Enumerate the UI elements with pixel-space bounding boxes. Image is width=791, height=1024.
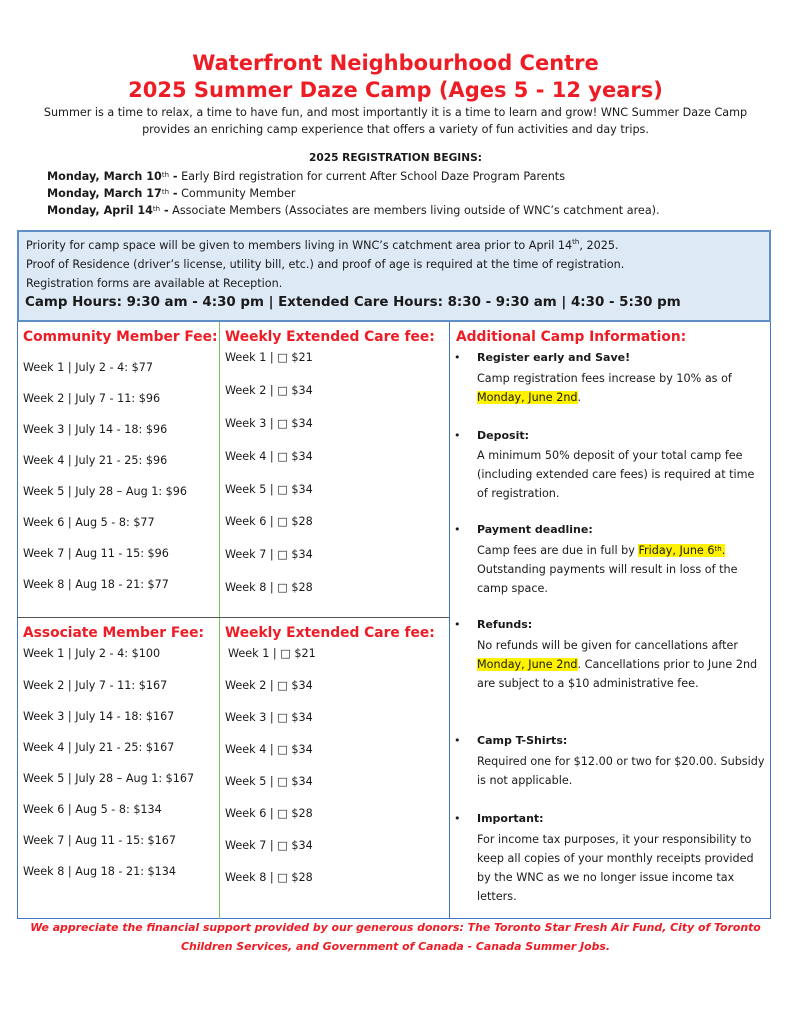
forms-note: Registration forms are available at Reception. — [26, 277, 283, 290]
extended-care-row: Week 5 | □ $34 — [225, 483, 313, 496]
t-shirts-text: Required one for $12.00 or two for $20.00. Subsidy is not applicable. — [477, 755, 765, 787]
deposit-title: Deposit: — [477, 429, 529, 442]
bullet-icon: • — [454, 734, 461, 747]
associate-fee-row: Week 6 | Aug 5 - 8: $134 — [23, 803, 162, 816]
extended-care-row: Week 4 | □ $34 — [225, 450, 313, 463]
associate-fee-row: Week 4 | July 21 - 25: $167 — [23, 741, 175, 754]
centre-title: Waterfront Neighbourhood Centre — [192, 51, 599, 75]
bullet-icon: • — [454, 812, 461, 825]
community-fee-heading: Community Member Fee: — [23, 329, 218, 345]
extended-care-row: Week 7 | □ $34 — [225, 839, 313, 852]
register-early-text: Camp registration fees increase by 10% as of Monday, June 2nd. — [477, 372, 732, 404]
extended-care-row: Week 8 | □ $28 — [225, 581, 313, 594]
associate-fee-row: Week 3 | July 14 - 18: $167 — [23, 710, 175, 723]
registration-dates — [47, 168, 660, 219]
payment-deadline-text: Camp fees are due in full by Friday, June 6th. Outstanding payments will result in loss of the camp space. — [477, 544, 738, 595]
associate-fee-row: Week 5 | July 28 – Aug 1: $167 — [23, 772, 195, 785]
bullet-icon: • — [454, 618, 461, 631]
registration-heading: 2025 REGISTRATION BEGINS: — [308, 152, 482, 164]
associate-fee-row: Week 7 | Aug 11 - 15: $167 — [23, 834, 177, 847]
extended-care-row: Week 2 | □ $34 — [225, 679, 313, 692]
registration-line: Monday, March 17th - Community Member — [47, 187, 296, 200]
refunds-text: No refunds will be given for cancellations after Monday, June 2nd. Cancellations prior to June 2nd are subject to a $10 administrative fee. — [477, 639, 758, 690]
deposit-text: A minimum 50% deposit of your total camp fee (including extended care fees) is required at time of registration. — [477, 449, 755, 500]
community-fee-row: Week 6 | Aug 5 - 8: $77 — [23, 516, 155, 529]
registration-line: Monday, April 14th - Associate Members (Associates are members living outside of WNC’s catchment area). — [47, 204, 660, 217]
registration-line: Monday, March 10th - Early Bird registration for current After School Daze Program Parents — [47, 170, 566, 183]
extended-care-heading: Weekly Extended Care fee: — [225, 625, 435, 641]
community-fee-row: Week 4 | July 21 - 25: $96 — [23, 454, 168, 467]
associate-fee-row: Week 2 | July 7 - 11: $167 — [23, 679, 168, 692]
extended-care-row: Week 1 | □ $21 — [228, 647, 316, 660]
associate-fee-row: Week 1 | July 2 - 4: $100 — [23, 647, 161, 660]
residence-proof-note: Proof of Residence (driver’s license, utility bill, etc.) and proof of age is required at the time of registration. — [26, 258, 625, 271]
bullet-icon: • — [454, 351, 461, 364]
community-fee-row: Week 8 | Aug 18 - 21: $77 — [23, 578, 169, 591]
extended-care-row: Week 6 | □ $28 — [225, 807, 313, 820]
refunds-title: Refunds: — [477, 618, 533, 631]
column-divider — [449, 322, 450, 919]
bullet-icon: • — [454, 523, 461, 536]
camp-hours: Camp Hours: 9:30 am - 4:30 pm | Extended Care Hours: 8:30 - 9:30 am | 4:30 - 5:30 pm — [25, 295, 681, 310]
extended-care-heading: Weekly Extended Care fee: — [225, 329, 435, 345]
extended-care-row: Week 1 | □ $21 — [225, 351, 313, 364]
priority-box — [17, 230, 771, 322]
extended-care-row: Week 3 | □ $34 — [225, 711, 313, 724]
associate-fee-row: Week 8 | Aug 18 - 21: $134 — [23, 865, 177, 878]
intro-paragraph: Summer is a time to relax, a time to have fun, and most importantly it is a time to learn and grow! WNC Summer Daze Camp provides an enriching camp experience that offers a variety of fun activities and day trips. — [43, 106, 748, 136]
priority-note: Priority for camp space will be given to members living in WNC’s catchment area prior to April 14th, 2025. — [26, 238, 619, 252]
community-fee-row: Week 1 | July 2 - 4: $77 — [23, 361, 153, 374]
camp-title: 2025 Summer Daze Camp (Ages 5 - 12 years) — [128, 78, 663, 102]
community-fee-row: Week 3 | July 14 - 18: $96 — [23, 423, 168, 436]
extended-care-row: Week 8 | □ $28 — [225, 871, 313, 884]
donor-acknowledgement: We appreciate the financial support provided by our generous donors: The Toronto Star Fresh Air Fund, City of Toronto Children Services, and Government of Canada - Canada Summer Jobs. — [30, 921, 761, 953]
extended-care-row: Week 6 | □ $28 — [225, 515, 313, 528]
extended-care-row: Week 4 | □ $34 — [225, 743, 313, 756]
payment-deadline-title: Payment deadline: — [477, 523, 593, 536]
extended-care-row: Week 3 | □ $34 — [225, 417, 313, 430]
additional-info-heading: Additional Camp Information: — [456, 329, 687, 345]
community-fee-row: Week 7 | Aug 11 - 15: $96 — [23, 547, 169, 560]
community-fee-row: Week 2 | July 7 - 11: $96 — [23, 392, 161, 405]
t-shirts-title: Camp T-Shirts: — [477, 734, 568, 747]
extended-care-row: Week 2 | □ $34 — [225, 384, 313, 397]
bullet-icon: • — [454, 429, 461, 442]
row-divider — [17, 617, 449, 618]
important-title: Important: — [477, 812, 544, 825]
register-early-title: Register early and Save! — [477, 351, 631, 364]
extended-care-row: Week 5 | □ $34 — [225, 775, 313, 788]
extended-care-row: Week 7 | □ $34 — [225, 548, 313, 561]
associate-fee-heading: Associate Member Fee: — [23, 625, 204, 641]
important-text: For income tax purposes, it your responsibility to keep all copies of your monthly receipts provided by the WNC as we no longer issue income tax letters. — [477, 833, 754, 903]
column-divider — [219, 322, 220, 919]
community-fee-row: Week 5 | July 28 – Aug 1: $96 — [23, 485, 188, 498]
